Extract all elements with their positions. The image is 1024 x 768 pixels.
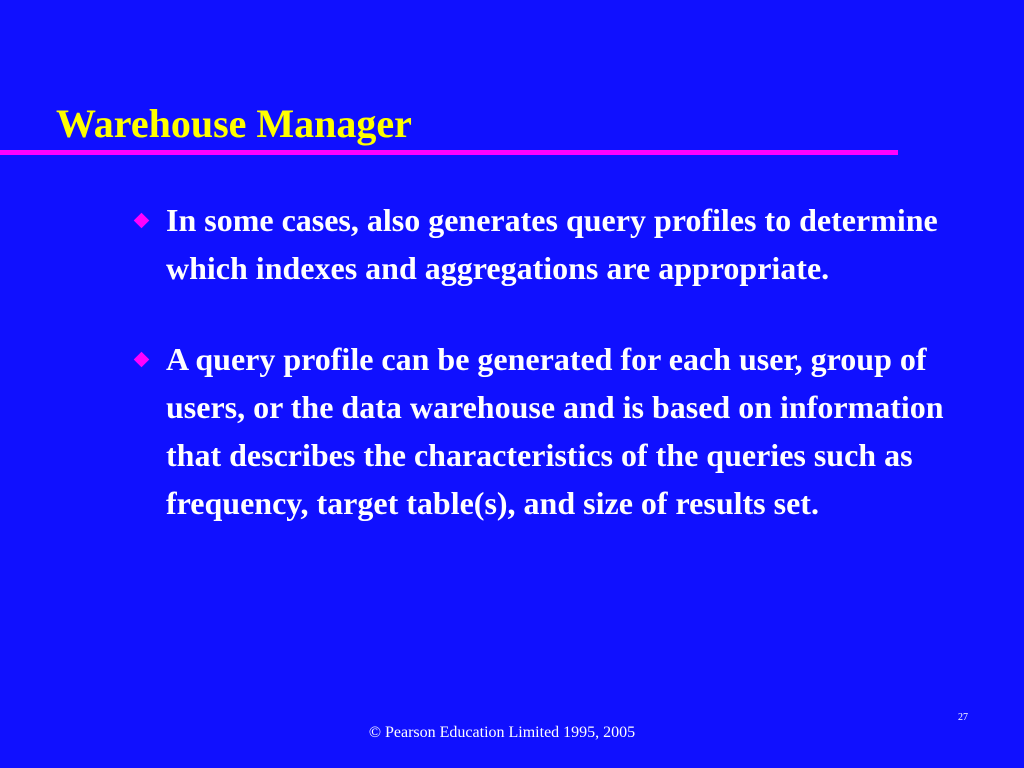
bullet-item	[130, 196, 980, 292]
title-underline	[0, 150, 898, 155]
bullet-text: In some cases, also generates query profiles to determine which indexes and aggregations are appropriate.	[166, 202, 938, 286]
diamond-bullet-icon	[134, 352, 150, 368]
bullet-list	[130, 196, 980, 527]
copyright-footer: © Pearson Education Limited 1995, 2005	[368, 724, 636, 741]
slide-title: Warehouse Manager	[56, 101, 412, 146]
page-number: 27	[958, 712, 968, 723]
bullet-text: A query profile can be generated for each user, group of users, or the data warehouse and is based on information that describes the characteristics of the queries such as frequency, target table(s), and size of results set.	[166, 341, 944, 521]
bullet-item	[130, 335, 980, 527]
diamond-bullet-icon	[134, 213, 150, 229]
